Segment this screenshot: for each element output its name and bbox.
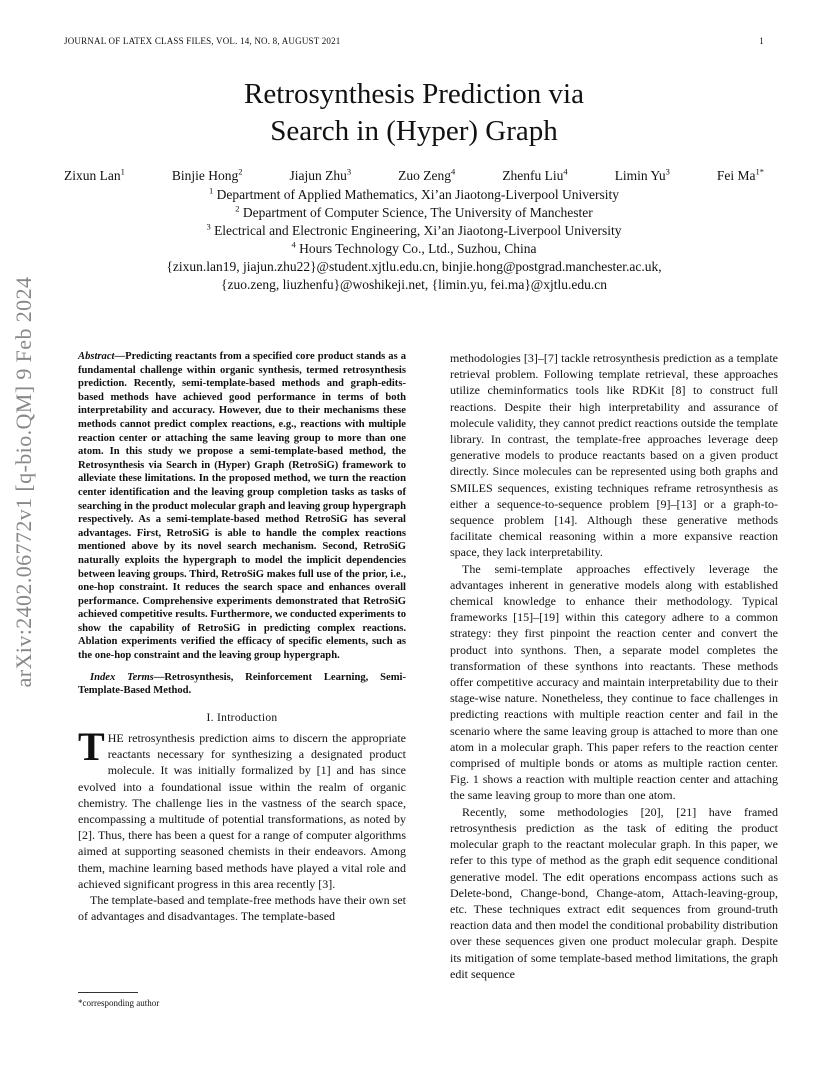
email-line-1: {zixun.lan19, jiajun.zhu22}@student.xjtlu.edu.cn, binjie.hong@postgrad.manchester.ac.uk, bbox=[166, 259, 662, 274]
author bbox=[64, 168, 125, 184]
index-terms-text: —Retrosynthesis, Reinforcement Learning, Semi-Template-Based Method. bbox=[78, 671, 406, 697]
paper-title bbox=[64, 76, 764, 150]
author-name: Fei Ma bbox=[716, 168, 756, 183]
running-header bbox=[64, 36, 764, 46]
intro-paragraph-1-text: HE retrosynthesis prediction aims to discern the appropriate reactants necessary for synthesizing a designated product molecule. It was initially formalized by [1] and has since evolved into a foundational issue within the realm of organic chemistry. The challenge lies in the vastness of the search space, encompassing a multitude of potential transformations, as noted by [2]. Thus, there has been a quest for a range of computer algorithms aimed at supporting seasoned chemists in their endeavors. Among them, machine learning based methods have played a vital role and achieved significant progress in this area recently [3]. bbox=[78, 731, 406, 891]
affiliation-text: Hours Technology Co., Ltd., Suzhou, China bbox=[299, 241, 537, 256]
affiliation bbox=[64, 204, 764, 222]
body-paragraph: The semi-template approaches effectively leverage the advantages inherent in generative models along with established chemical knowledge to enhance their methodology. Typical frameworks [15]–[19] within this category adhere to a common strategy: they first pinpoint the reaction center and convert the product into synthons. Then, a separate model completes the transformation of these synthons into reactants. These methods offer competitive accuracy and maintain interpretability due to their stage-wise nature. Nonetheless, they continue to face challenges in predicting reactions with multiple reaction center and fail in the scenario where the same leaving group is attached to more than one atom in a molecular graph. This paper refers to the reaction center comprised of multiple bonds or atoms as multiple raction center. Fig. 1 shows a reaction with multiple reaction center and attaching the same leaving group to more than one atom. bbox=[450, 561, 778, 803]
affiliation-text: Electrical and Electronic Engineering, Xi’an Jiaotong-Liverpool University bbox=[214, 223, 622, 238]
drop-cap: T bbox=[78, 724, 105, 770]
title-line-1: Retrosynthesis Prediction via bbox=[244, 78, 584, 110]
affiliations bbox=[64, 186, 764, 294]
affiliation-text: Department of Computer Science, The University of Manchester bbox=[242, 205, 593, 220]
author-name: Jiajun Zhu bbox=[289, 168, 347, 183]
abstract-text: —Predicting reactants from a specified core product stands as a fundamental challenge within organic synthesis, termed retrosynthesis prediction. Recently, semi-template-based methods and graph-edits-based methods have achieved good performance in terms of both interpretability and accuracy. However, due to their mechanisms these methods cannot predict complex reactions, e.g., reactions with multiple reaction center or attaching the same leaving group to more than one atom. In this study we propose a semi-template-based method, the Retrosynthesis via Search in (Hyper) Graph (RetroSiG) framework to alleviate these limitations. In the proposed method, we turn the reaction center identification and the leaving group completion tasks as tasks of searching in the product molecular graph and leaving group hypergraph respectively. As a semi-template-based method RetroSiG has several advantages. First, RetroSiG is able to handle the complex reactions mentioned above by its novel search mechanism. Second, RetroSiG naturally exploits the hypergraph to model the implicit dependencies between leaving groups. Third, RetroSiG makes full use of the prior, i.e., one-hop constraint. It reduces the search space and enhances overall performance. Comprehensive experiments demonstrated that RetroSiG achieved competitive results. Furthermore, we conducted experiments to show the capability of RetroSiG in predicting complex reactions. Ablation experiments verified the efficacy of specific elements, such as the one-hop constraint and the leaving group hypergraph. bbox=[78, 351, 406, 662]
author-name: Zuo Zeng bbox=[398, 168, 452, 183]
arxiv-id: arXiv:2402.06772v1 [q-bio.QM] 9 Feb 2024 bbox=[11, 276, 36, 688]
author-list bbox=[64, 168, 764, 184]
affiliation bbox=[64, 240, 764, 258]
author-name: Binjie Hong bbox=[171, 168, 239, 183]
index-terms-label: Index Terms bbox=[90, 671, 154, 683]
intro-paragraph-2: The template-based and template-free methods have their own set of advantages and disadvantages. The template-based bbox=[78, 893, 406, 924]
body-paragraph: methodologies [3]–[7] tackle retrosynthesis prediction as a template retrieval problem. Following template retrieval, these approaches utilize cheminformatics tools like RDKit [8] to construct full reactions. Despite their high interpretability and assurance of molecule validity, they cannot predict reactions outside the template library. In contrast, the template-free approaches leverage deep generative models to produce reactants based on a given product directly. Since molecules can be represented using both graphs and SMILES sequences, existing techniques reframe retrosynthesis as either a sequence-to-sequence problem [9]–[13] or a graph-to-sequence problem [14]. Although these generative methods facilitate chemical reasoning within a more expansive reaction space, they lack interpretability. bbox=[450, 351, 778, 560]
page-number: 1 bbox=[759, 36, 764, 46]
author bbox=[502, 168, 567, 184]
affiliation-text: Department of Applied Mathematics, Xi’an Jiaotong-Liverpool University bbox=[216, 187, 619, 202]
right-column bbox=[450, 350, 778, 982]
author-affiliation-mark: 3 bbox=[665, 166, 670, 177]
title-line-2: Search in (Hyper) Graph bbox=[270, 115, 558, 147]
footnote-rule bbox=[78, 992, 138, 993]
author bbox=[172, 168, 243, 184]
author-affiliation-mark: 1* bbox=[755, 166, 764, 177]
author bbox=[717, 168, 764, 184]
index-terms bbox=[78, 671, 406, 698]
section-heading: I. Introduction bbox=[206, 711, 278, 724]
author bbox=[398, 168, 455, 184]
author-affiliation-mark: 1 bbox=[120, 166, 125, 177]
affiliation-number: 2 bbox=[235, 203, 240, 214]
author bbox=[615, 168, 670, 184]
journal-name: JOURNAL OF LATEX CLASS FILES, VOL. 14, NO. 8, AUGUST 2021 bbox=[64, 36, 341, 46]
abstract bbox=[78, 350, 406, 663]
affiliation-number: 1 bbox=[209, 185, 214, 196]
affiliation bbox=[64, 186, 764, 204]
affiliation-number: 4 bbox=[291, 239, 296, 250]
abstract-label: Abstract bbox=[78, 351, 115, 362]
author bbox=[290, 168, 352, 184]
author-name: Zixun Lan bbox=[64, 168, 121, 183]
author-name: Zhenfu Liu bbox=[502, 168, 564, 183]
affiliation bbox=[64, 222, 764, 240]
author-affiliation-mark: 4 bbox=[563, 166, 568, 177]
author-affiliation-mark: 3 bbox=[346, 166, 352, 177]
author-affiliation-mark: 2 bbox=[238, 166, 243, 177]
author-name: Limin Yu bbox=[614, 168, 666, 183]
intro-paragraph-1 bbox=[78, 724, 406, 892]
footnote: *corresponding author bbox=[78, 998, 160, 1008]
left-column bbox=[78, 350, 406, 924]
affiliation-number: 3 bbox=[206, 221, 211, 232]
author-affiliation-mark: 4 bbox=[451, 166, 456, 177]
body-paragraph: Recently, some methodologies [20], [21] have framed retrosynthesis prediction as the task of editing the product molecular graph to the reactant molecular graph. In this paper, we refer to this type of method as the graph edit sequence conditional generative model. The edit operations encompass actions such as Delete-bond, Change-bond, Change-atom, Attach-leaving-group, etc. These techniques extract edit sequences from ground-truth reaction data and then model the conditional probability distribution over these sequences given one product molecular graph. Despite its mitigation of some template-based method limitations, the graph edit sequence bbox=[450, 804, 778, 981]
arxiv-sidebar bbox=[0, 272, 48, 692]
email-line-2: {zuo.zeng, liuzhenfu}@woshikeji.net, {limin.yu, fei.ma}@xjtlu.edu.cn bbox=[221, 277, 607, 292]
